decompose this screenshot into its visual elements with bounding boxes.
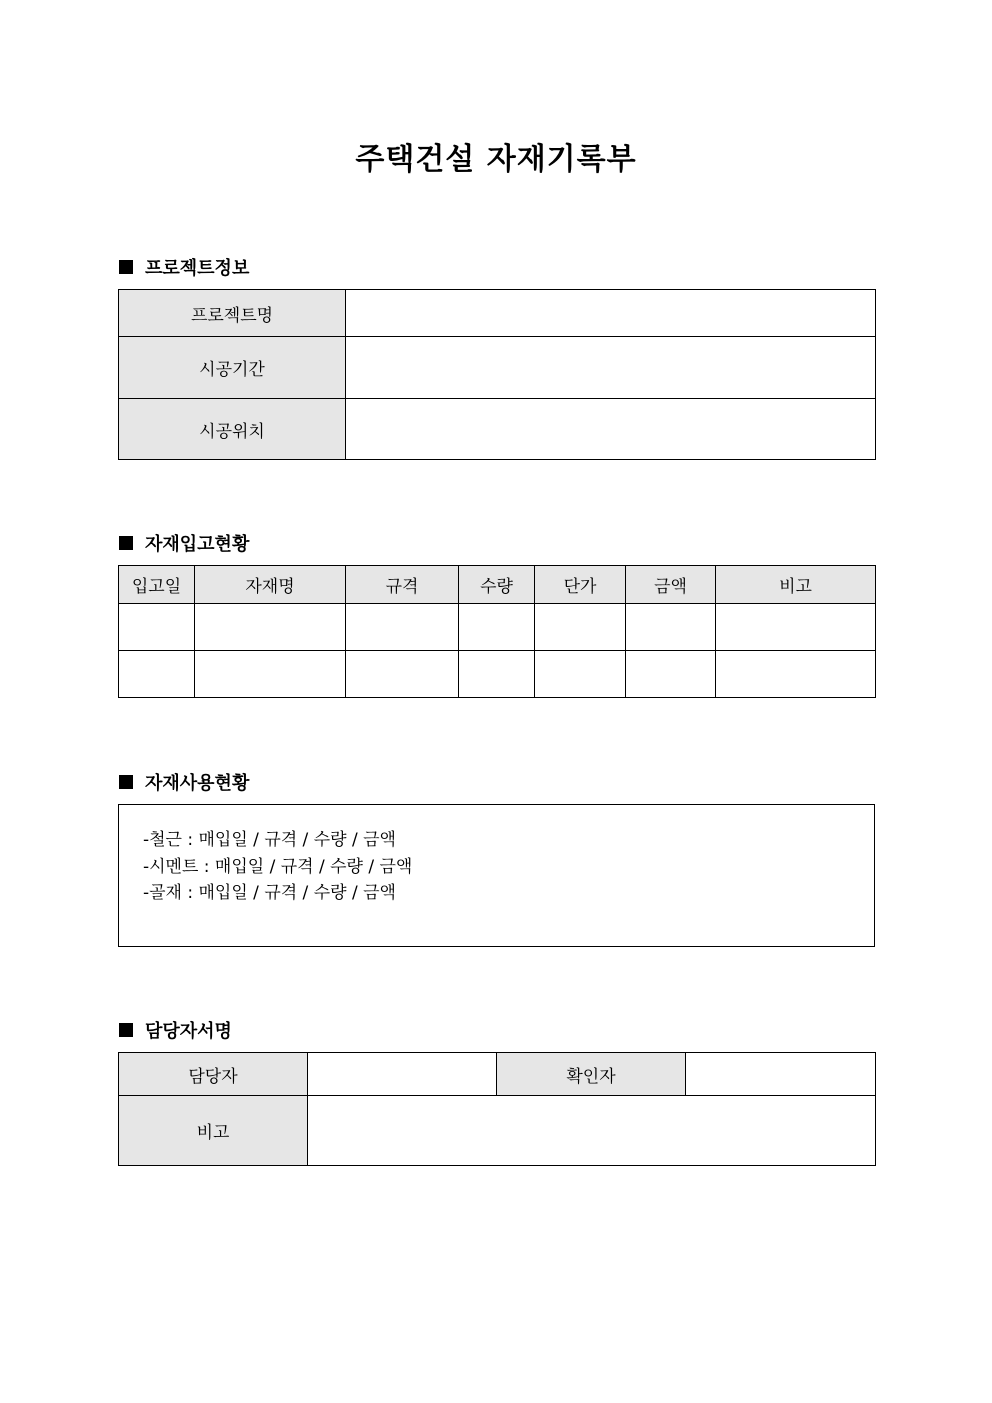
cell-material-name[interactable] xyxy=(195,604,346,651)
cell-date[interactable] xyxy=(119,651,195,698)
table-row xyxy=(119,290,876,337)
material-use-box[interactable] xyxy=(118,804,875,947)
project-name-label: 프로젝트명 xyxy=(119,290,346,337)
construction-location-label: 시공위치 xyxy=(119,399,346,460)
cell-spec[interactable] xyxy=(346,651,459,698)
construction-location-field[interactable] xyxy=(346,399,876,460)
remarks-field[interactable] xyxy=(308,1096,876,1166)
section-heading-label: 자재입고현황 xyxy=(145,534,250,555)
cell-date[interactable] xyxy=(119,604,195,651)
usage-line-aggregate: -골재 : 매입일 / 규격 / 수량 / 금액 xyxy=(143,883,396,903)
cell-remarks[interactable] xyxy=(716,651,876,698)
signature-table xyxy=(118,1052,876,1166)
usage-line-rebar: -철근 : 매입일 / 규격 / 수량 / 금액 xyxy=(143,830,396,850)
table-row xyxy=(119,337,876,399)
square-bullet-icon xyxy=(119,260,133,274)
section-heading-label: 자재사용현황 xyxy=(145,773,250,794)
manager-field[interactable] xyxy=(308,1053,497,1096)
section-heading-material-use xyxy=(119,769,249,795)
cell-quantity[interactable] xyxy=(459,604,535,651)
manager-label: 담당자 xyxy=(119,1053,308,1096)
section-heading-material-in xyxy=(119,530,249,556)
table-row xyxy=(119,1096,876,1166)
cell-amount[interactable] xyxy=(626,651,716,698)
cell-material-name[interactable] xyxy=(195,651,346,698)
column-header-date: 입고일 xyxy=(119,566,195,604)
table-row xyxy=(119,1053,876,1096)
column-header-amount: 금액 xyxy=(626,566,716,604)
section-heading-label: 프로젝트정보 xyxy=(145,258,250,279)
square-bullet-icon xyxy=(119,775,133,789)
project-name-field[interactable] xyxy=(346,290,876,337)
document-title: 주택건설 자재기록부 xyxy=(355,142,637,177)
square-bullet-icon xyxy=(119,536,133,550)
checker-label: 확인자 xyxy=(497,1053,686,1096)
column-header-quantity: 수량 xyxy=(459,566,535,604)
table-row xyxy=(119,651,876,698)
cell-unit-price[interactable] xyxy=(535,604,626,651)
section-heading-label: 담당자서명 xyxy=(145,1021,232,1042)
column-header-unit-price: 단가 xyxy=(535,566,626,604)
checker-field[interactable] xyxy=(686,1053,876,1096)
construction-period-label: 시공기간 xyxy=(119,337,346,399)
table-row xyxy=(119,604,876,651)
material-in-table xyxy=(118,565,876,698)
cell-amount[interactable] xyxy=(626,604,716,651)
table-header-row xyxy=(119,566,876,604)
section-heading-signature xyxy=(119,1017,232,1043)
column-header-material-name: 자재명 xyxy=(195,566,346,604)
square-bullet-icon xyxy=(119,1023,133,1037)
cell-spec[interactable] xyxy=(346,604,459,651)
construction-period-field[interactable] xyxy=(346,337,876,399)
remarks-label: 비고 xyxy=(119,1096,308,1166)
column-header-spec: 규격 xyxy=(346,566,459,604)
project-info-table xyxy=(118,289,876,460)
section-heading-project-info xyxy=(119,254,249,280)
column-header-remarks: 비고 xyxy=(716,566,876,604)
usage-line-cement: -시멘트 : 매입일 / 규격 / 수량 / 금액 xyxy=(143,857,413,877)
cell-remarks[interactable] xyxy=(716,604,876,651)
table-row xyxy=(119,399,876,460)
cell-quantity[interactable] xyxy=(459,651,535,698)
cell-unit-price[interactable] xyxy=(535,651,626,698)
